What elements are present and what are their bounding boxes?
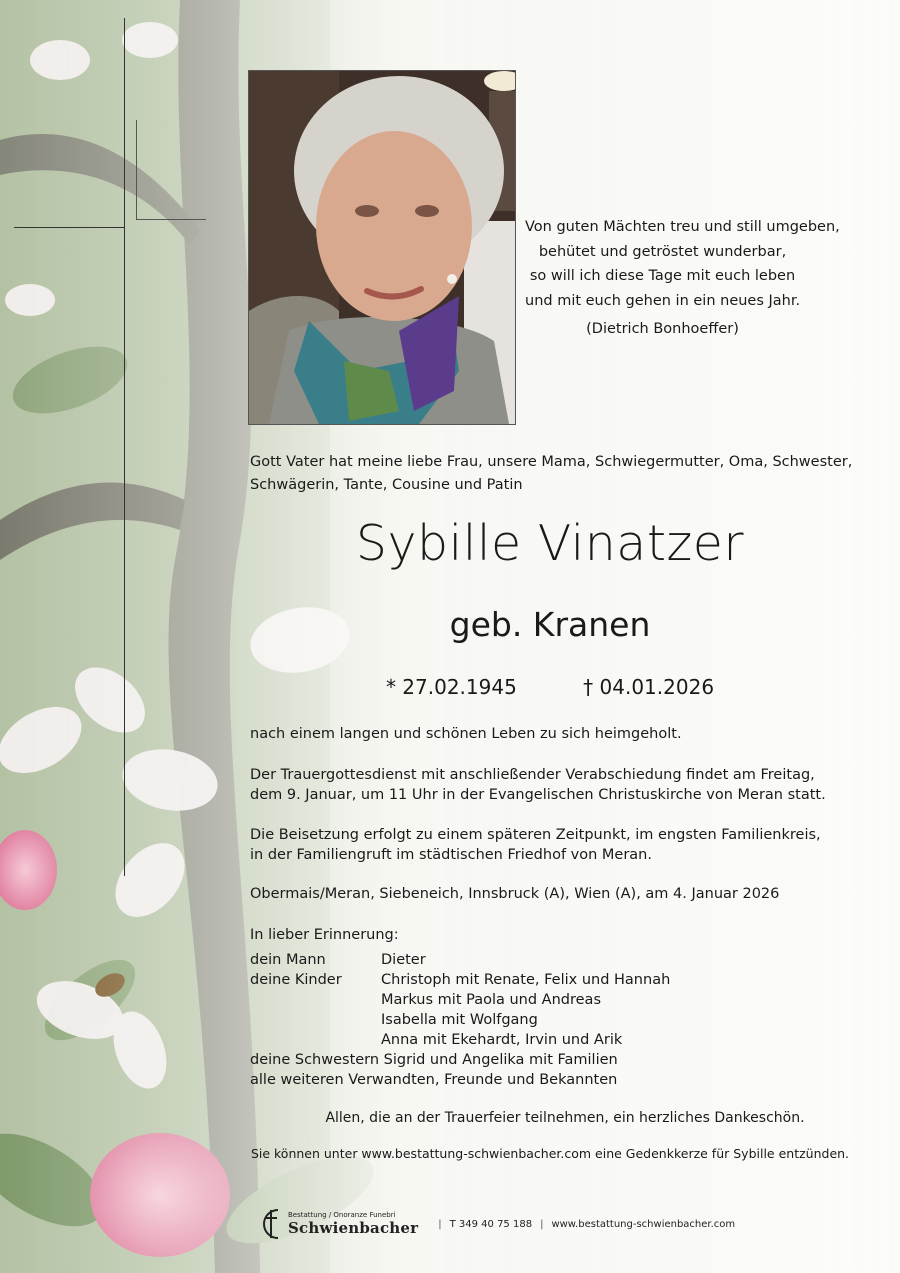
- mourner-names: Dieter: [381, 952, 426, 968]
- company-logo: [288, 1211, 418, 1237]
- mourner-names: Anna mit Ekehardt, Irvin und Arik: [381, 1032, 623, 1048]
- mourner-relation: [250, 1030, 381, 1050]
- footer-phone: T 349 40 75 188: [449, 1218, 533, 1230]
- burial-text: [250, 825, 880, 865]
- heimgeholt-text: [250, 724, 880, 744]
- birth-date: * 27.02.1945: [385, 675, 517, 699]
- mourner-names: Isabella mit Wolfgang: [381, 1012, 538, 1028]
- mourner-names: Markus mit Paola und Andreas: [381, 992, 601, 1008]
- cross-inner-horizontal-line: [136, 219, 206, 220]
- mourner-row: [250, 970, 870, 990]
- remembrance-line: In lieber Erinnerung:: [250, 927, 399, 943]
- mourner-row: [250, 1030, 870, 1050]
- cross-horizontal-line: [14, 227, 124, 228]
- heimgeholt-line: nach einem langen und schönen Leben zu sich heimgeholt.: [250, 726, 682, 742]
- mourner-extra: alle weiteren Verwandten, Freunde und Bekannten: [250, 1072, 618, 1088]
- mourner-row: [250, 950, 870, 970]
- thanks-text: Allen, die an der Trauerfeier teilnehmen, ein herzliches Dankeschön.: [325, 1110, 805, 1126]
- company-name: Schwienbacher: [288, 1219, 419, 1237]
- service-line: Der Trauergottesdienst mit anschließender Verabschiedung findet am Freitag,: [250, 767, 815, 783]
- footer-website-link[interactable]: www.bestattung-schwienbacher.com: [551, 1218, 736, 1230]
- poem-line: Von guten Mächten treu und still umgeben,: [525, 219, 840, 235]
- portrait-photo: [248, 70, 516, 425]
- death-date: † 04.01.2026: [583, 675, 715, 699]
- footer: [258, 1204, 735, 1244]
- poem-line: so will ich diese Tage mit euch leben: [529, 268, 796, 284]
- mourner-relation: dein Mann: [250, 952, 326, 968]
- mourner-relation: [250, 1010, 381, 1030]
- footer-separator: |: [540, 1218, 544, 1230]
- poem: [525, 215, 840, 342]
- intro-text: [250, 451, 870, 497]
- places-date-line: Obermais/Meran, Siebeneich, Innsbruck (A), Wien (A), am 4. Januar 2026: [250, 886, 780, 902]
- burial-line: Die Beisetzung erfolgt zu einem späteren Zeitpunkt, im engsten Familienkreis,: [250, 827, 821, 843]
- mourner-names: Christoph mit Renate, Felix und Hannah: [381, 972, 671, 988]
- company-tagline: Bestattung / Onoranze Funebri: [288, 1211, 396, 1219]
- cross-logo-icon: [258, 1206, 284, 1242]
- places-date: [250, 884, 880, 904]
- memorial-candle-note: Sie können unter www.bestattung-schwienbacher.com eine Gedenkkerze für Sybille entzünden.: [250, 1146, 850, 1161]
- service-text: [250, 765, 880, 805]
- mourners-list: [250, 950, 870, 1090]
- intro-line: Schwägerin, Tante, Cousine und Patin: [250, 477, 523, 493]
- mourner-relation: deine Kinder: [250, 972, 342, 988]
- cross-vertical-line: [124, 18, 125, 876]
- mourner-extra: deine Schwestern Sigrid und Angelika mit Familien: [250, 1052, 618, 1068]
- mourner-relation: [250, 990, 381, 1010]
- poem-author: (Dietrich Bonhoeffer): [586, 321, 739, 337]
- poem-line: behütet und getröstet wunderbar,: [538, 243, 787, 260]
- maiden-name: geb. Kranen: [449, 605, 651, 644]
- cross-inner-vertical-line: [136, 120, 137, 220]
- remembrance-heading: [250, 925, 880, 945]
- footer-separator: |: [438, 1218, 442, 1230]
- deceased-name: Sybille Vinatzer: [355, 515, 745, 572]
- life-dates: [250, 675, 850, 699]
- mourner-row: [250, 1010, 870, 1030]
- burial-line: in der Familiengruft im städtischen Friedhof von Meran.: [250, 847, 652, 863]
- poem-line: und mit euch gehen in ein neues Jahr.: [525, 292, 801, 309]
- mourner-row: [250, 990, 870, 1010]
- service-line: dem 9. Januar, um 11 Uhr in der Evangelischen Christuskirche von Meran statt.: [250, 787, 826, 803]
- intro-line: Gott Vater hat meine liebe Frau, unsere Mama, Schwiegermutter, Oma, Schwester,: [250, 454, 853, 470]
